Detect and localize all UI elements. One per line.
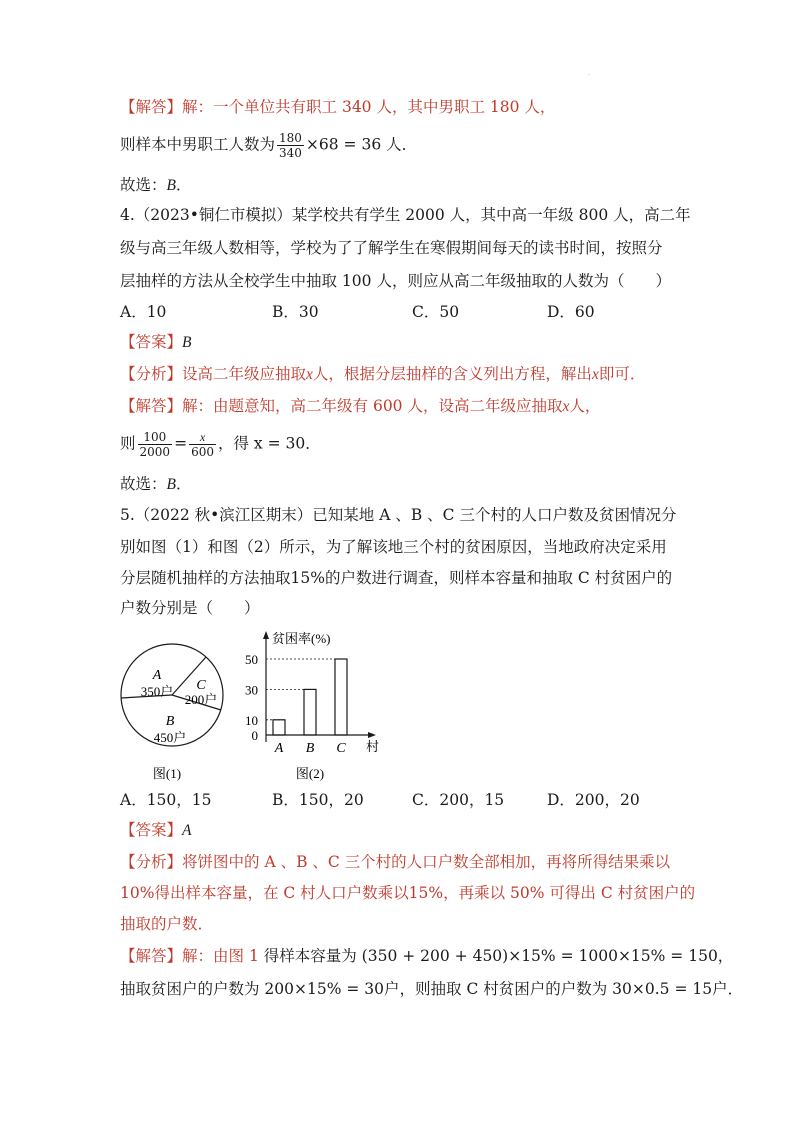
q5-stem-line4: 户数分别是（ ） <box>120 599 260 617</box>
q3-male-staff: 180 <box>489 98 520 116</box>
bar-b <box>304 689 316 735</box>
q4-jieda-mid: 人，设高二年级应抽取 <box>402 397 563 415</box>
q5-option-b: B．150，20 <box>272 791 364 809</box>
y-axis-arrow <box>263 631 269 639</box>
q4-stem-line3: 层抽样的方法从全校学生中抽取 100 人，则应从高二年级抽取的人数为（ ） <box>120 272 671 290</box>
q4-frac2-den: 600 <box>191 445 214 459</box>
q5-stem-line1: 5.（2022 秋•滨江区期末）已知某地 A 、B 、C 三个村的人口户数及贫困情况分 <box>120 506 677 524</box>
category-label-b: B <box>305 741 315 756</box>
q4-frac2-num: x <box>189 430 216 445</box>
bar-c <box>335 659 347 735</box>
q4-frac1 <box>138 430 173 459</box>
q4-stem-line1: 4.（2023•铜仁市模拟）某学校共有学生 2000 人，其中高一年级 800 人，高二年 <box>120 206 691 224</box>
bar-chart <box>245 631 379 781</box>
q5-stem-line2: 别如图（1）和图（2）所示，为了解该地三个村的贫困原因，当地政府决定采用 <box>120 538 667 556</box>
q4-eq-post: ，得 x = 30． <box>217 434 321 453</box>
category-label-c: C <box>336 741 346 756</box>
q4-equation-line <box>120 430 321 459</box>
pie-label-b: B <box>165 714 175 729</box>
pie-value-c: 200户 <box>184 692 218 707</box>
q5-option-a: A．150，15 <box>120 791 212 809</box>
q4-option-d: D．60 <box>547 303 595 321</box>
bar-chart-caption: 图(2) <box>295 766 325 781</box>
q3-fraction <box>277 131 304 160</box>
q4-eq-pre: 则 <box>120 434 136 453</box>
q4-jieda-var: x <box>562 398 570 415</box>
q5-jieda-pre: 解：由图 <box>182 947 249 965</box>
q5-figures <box>0 625 793 785</box>
q4-fenxi-var2: x <box>591 366 599 383</box>
q4-stem-line2: 级与高三年级人数相等，学校为了了解学生在寒假期间每天的读书时间，按照分 <box>120 239 663 257</box>
q3-jieda-text-pre: 解：一个单位共有职工 <box>182 98 342 116</box>
x-axis-label: 村 <box>366 739 380 754</box>
q4-fenxi-line <box>120 363 645 386</box>
jieda-tag: 【解答】 <box>120 947 183 965</box>
q3-calc-line <box>120 131 417 160</box>
bar-group <box>245 652 347 756</box>
q5-fenxi-line2: 10%得出样本容量，在 C 村人口户数乘以15%，再乘以 50% 可得出 C 村贫困户的 <box>120 884 696 902</box>
answer-tag: 【答案】 <box>120 333 183 351</box>
q4-fenxi-var: x <box>306 366 313 383</box>
q3-guxuan-line <box>120 174 192 197</box>
q4-jieda-post: 人， <box>569 397 601 415</box>
guxuan-answer: B <box>166 476 176 493</box>
pie-value-b: 450户 <box>153 730 187 745</box>
q3-calc-pre: 则样本中男职工人数为 <box>120 135 276 154</box>
y-tick-0: 0 <box>251 728 258 743</box>
y-tick-10: 10 <box>245 712 258 728</box>
answer-tag: 【答案】 <box>120 821 183 839</box>
pie-label-c: C <box>196 678 206 693</box>
guxuan-answer: B <box>166 177 176 194</box>
fenxi-tag: 【分析】 <box>120 853 183 871</box>
q5-jieda-line1 <box>120 945 733 967</box>
y-tick-50: 50 <box>245 652 258 667</box>
q3-frac-num: 180 <box>279 131 302 145</box>
guxuan-label: 故选： <box>120 475 167 493</box>
q4-option-a: A．10 <box>120 303 167 321</box>
jieda-tag: 【解答】 <box>120 98 183 116</box>
q3-jieda-text-mid: 人，其中男职工 <box>371 98 490 116</box>
q5-stem-line3: 分层随机抽样的方法抽取15%的户数进行调查，则样本容量和抽取 C 村贫困户的 <box>120 569 673 587</box>
q3-total-staff: 340 <box>341 98 372 116</box>
y-axis-label: 贫困率(%) <box>272 631 331 646</box>
q4-fenxi-pre: 设高二年级应抽取 <box>182 365 307 383</box>
q4-guxuan-line <box>120 473 192 496</box>
q4-frac2 <box>189 430 216 459</box>
pie-label-a: A <box>152 668 162 683</box>
q4-frac1-num: 100 <box>138 430 173 445</box>
q5-fenxi-text1: 将饼图中的 A 、B 、C 三个村的人口户数全部相加，再将所得结果乘以 <box>182 853 671 871</box>
q4-frac1-den: 2000 <box>139 445 171 459</box>
corner-dot: · <box>588 72 590 79</box>
q5-jieda-post: 得样本容量为 (350 + 200 + 450)×15% = 1000×15% = 150， <box>258 947 734 965</box>
q4-jieda-num: 600 <box>372 397 403 415</box>
category-label-a: A <box>274 741 284 756</box>
guxuan-end: ． <box>175 475 192 493</box>
bar-a <box>273 720 285 735</box>
q4-jieda-pre: 解：由题意知，高二年级有 <box>182 397 373 415</box>
pie-chart <box>121 644 223 781</box>
q3-jieda-line <box>120 96 555 118</box>
guxuan-end: ． <box>175 176 192 194</box>
jieda-tag: 【解答】 <box>120 397 183 415</box>
x-axis-arrow <box>368 732 376 738</box>
q3-jieda-text-post: 人， <box>519 98 556 116</box>
q5-jieda-num: 1 <box>248 947 259 965</box>
fenxi-tag: 【分析】 <box>120 365 183 383</box>
q4-fenxi-mid: 人，根据分层抽样的含义列出方程，解出 <box>312 365 592 383</box>
q5-fenxi-line3: 抽取的户数． <box>120 915 214 933</box>
q5-jieda-line2: 抽取贫困户的户数为 200×15% = 30户，则抽取 C 村贫困户的户数为 30×0.5 = 15户． <box>120 980 744 998</box>
q4-option-b: B．30 <box>272 303 319 321</box>
q4-option-c: C．50 <box>412 303 460 321</box>
pie-caption: 图(1) <box>152 766 182 781</box>
q4-answer: B <box>182 334 192 351</box>
q5-fenxi-line1 <box>120 851 670 873</box>
q5-option-d: D．200，20 <box>547 791 640 809</box>
q5-answer: A <box>182 822 192 839</box>
y-tick-30: 30 <box>245 682 258 698</box>
q4-fenxi-post: 即可． <box>598 365 646 383</box>
q5-answer-line <box>120 819 191 842</box>
q3-frac-den: 340 <box>279 146 302 160</box>
q4-eq-sign: = <box>174 434 188 453</box>
q4-jieda-line <box>120 395 600 418</box>
q4-answer-line <box>120 331 191 354</box>
q3-calc-post: ×68 = 36 人． <box>305 135 418 154</box>
pie-value-a: 350户 <box>140 684 174 699</box>
q5-option-c: C．200，15 <box>412 791 505 809</box>
guxuan-label: 故选： <box>120 176 167 194</box>
